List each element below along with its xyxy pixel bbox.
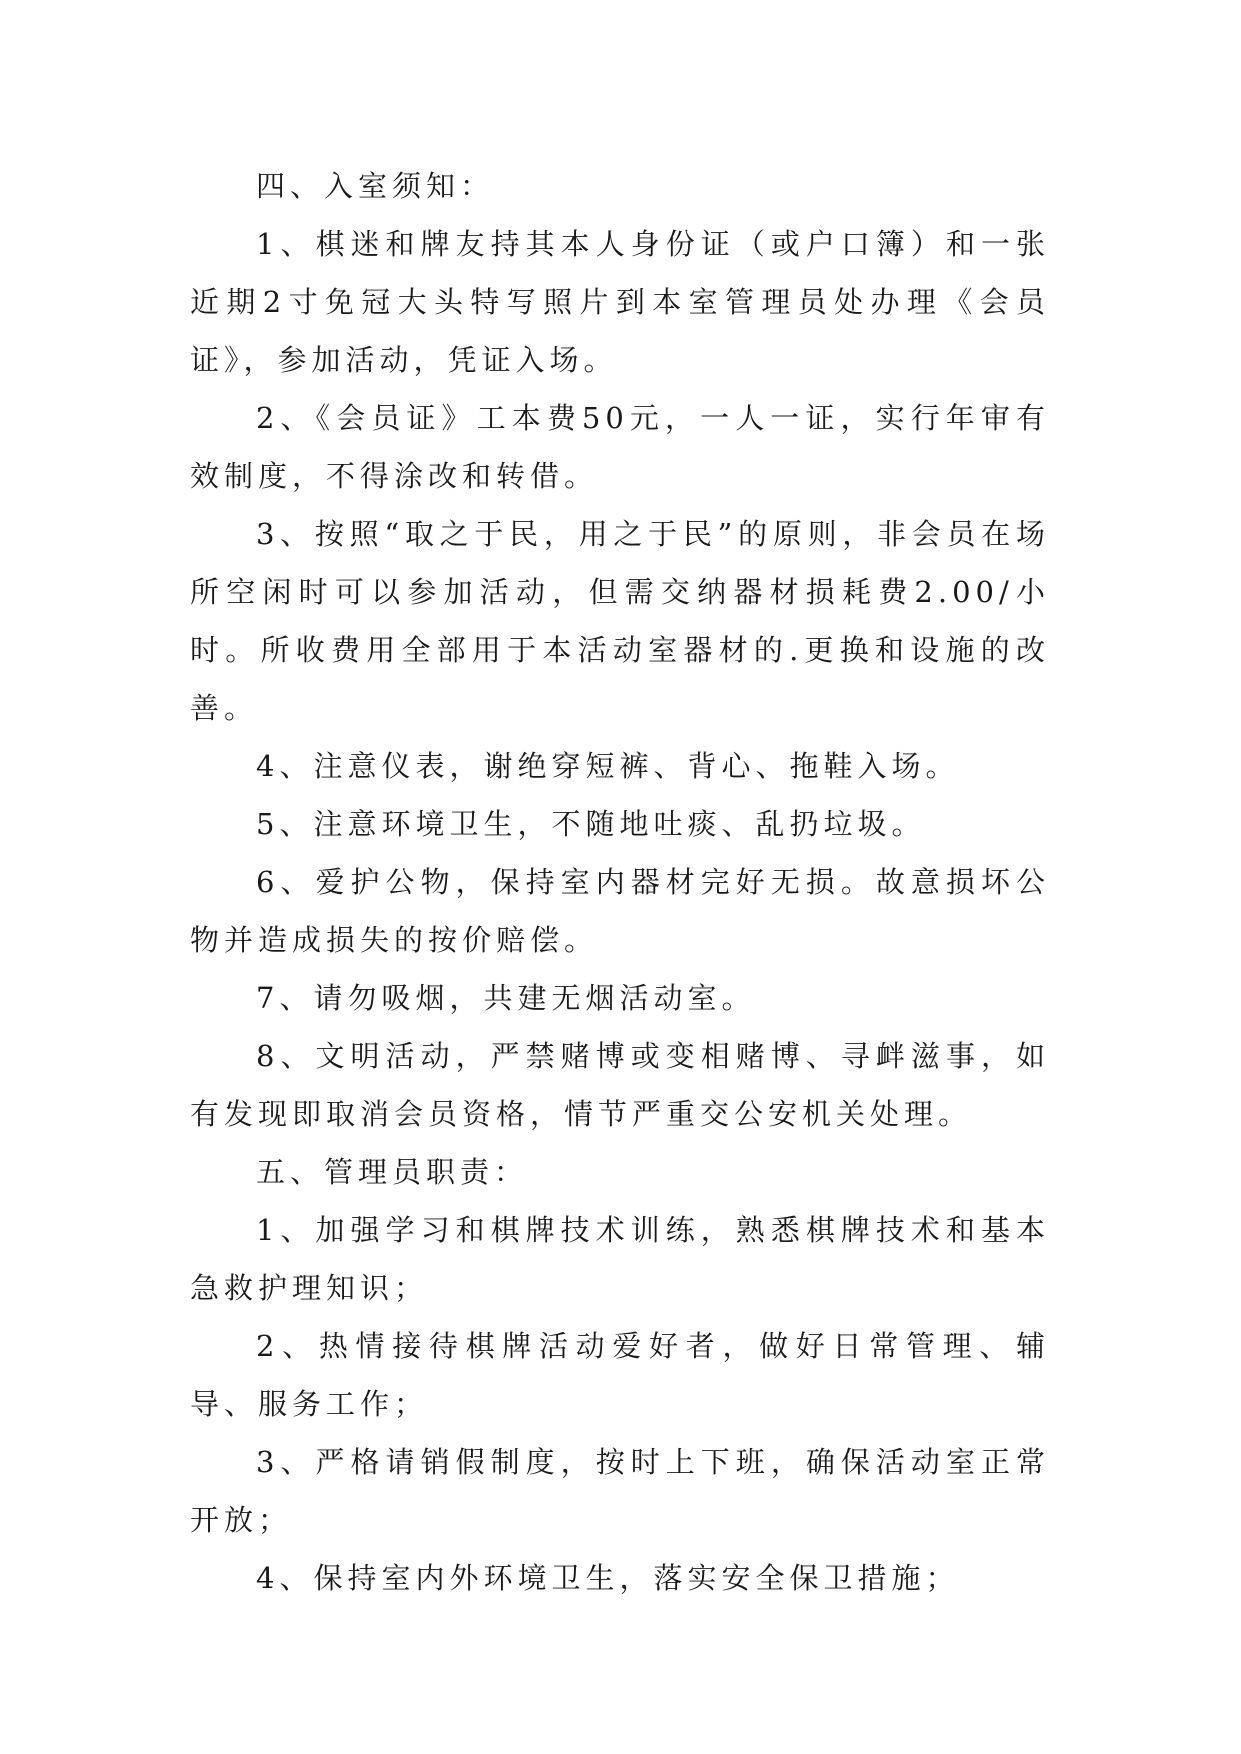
- duty-item-4: 4、保持室内外环境卫生，落实安全保卫措施；: [256, 1561, 960, 1595]
- notice-item-7: 7、请勿吸烟，共建无烟活动室。: [256, 981, 756, 1015]
- duty-item-1: 1、加强学习和棋牌技术训练，熟悉棋牌技术和基本急救护理知识；: [190, 1213, 1050, 1305]
- notice-item-3: 3、按照“取之于民，用之于民”的原则，非会员在场所空闲时可以参加活动，但需交纳器材损耗费2.00/小时。所收费用全部用于本活动室器材的.更换和设施的改善。: [190, 517, 1050, 725]
- notice-item-8: 8、文明活动，严禁赌博或变相赌博、寻衅滋事，如有发现即取消会员资格，情节严重交公安机关处理。: [190, 1039, 1050, 1131]
- notice-item-1: 1、棋迷和牌友持其本人身份证（或户口簿）和一张近期2寸免冠大头特写照片到本室管理员处办理《会员证》，参加活动，凭证入场。: [190, 227, 1050, 377]
- notice-item-2: 2、《会员证》工本费50元，一人一证，实行年审有效制度，不得涂改和转借。: [190, 401, 1050, 493]
- duty-item-2: 2、热情接待棋牌活动爱好者，做好日常管理、辅导、服务工作；: [190, 1329, 1050, 1421]
- section-heading-entry-notice: 四、入室须知：: [256, 169, 495, 203]
- notice-item-5: 5、注意环境卫生，不随地吐痰、乱扔垃圾。: [256, 807, 926, 841]
- document-body: [190, 157, 1050, 1607]
- notice-item-4: 4、注意仪表，谢绝穿短裤、背心、拖鞋入场。: [256, 749, 960, 783]
- section-heading-manager-duties: 五、管理员职责：: [256, 1155, 529, 1189]
- duty-item-3: 3、严格请销假制度，按时上下班，确保活动室正常开放；: [190, 1445, 1050, 1537]
- notice-item-6: 6、爱护公物，保持室内器材完好无损。故意损坏公物并造成损失的按价赔偿。: [190, 865, 1050, 957]
